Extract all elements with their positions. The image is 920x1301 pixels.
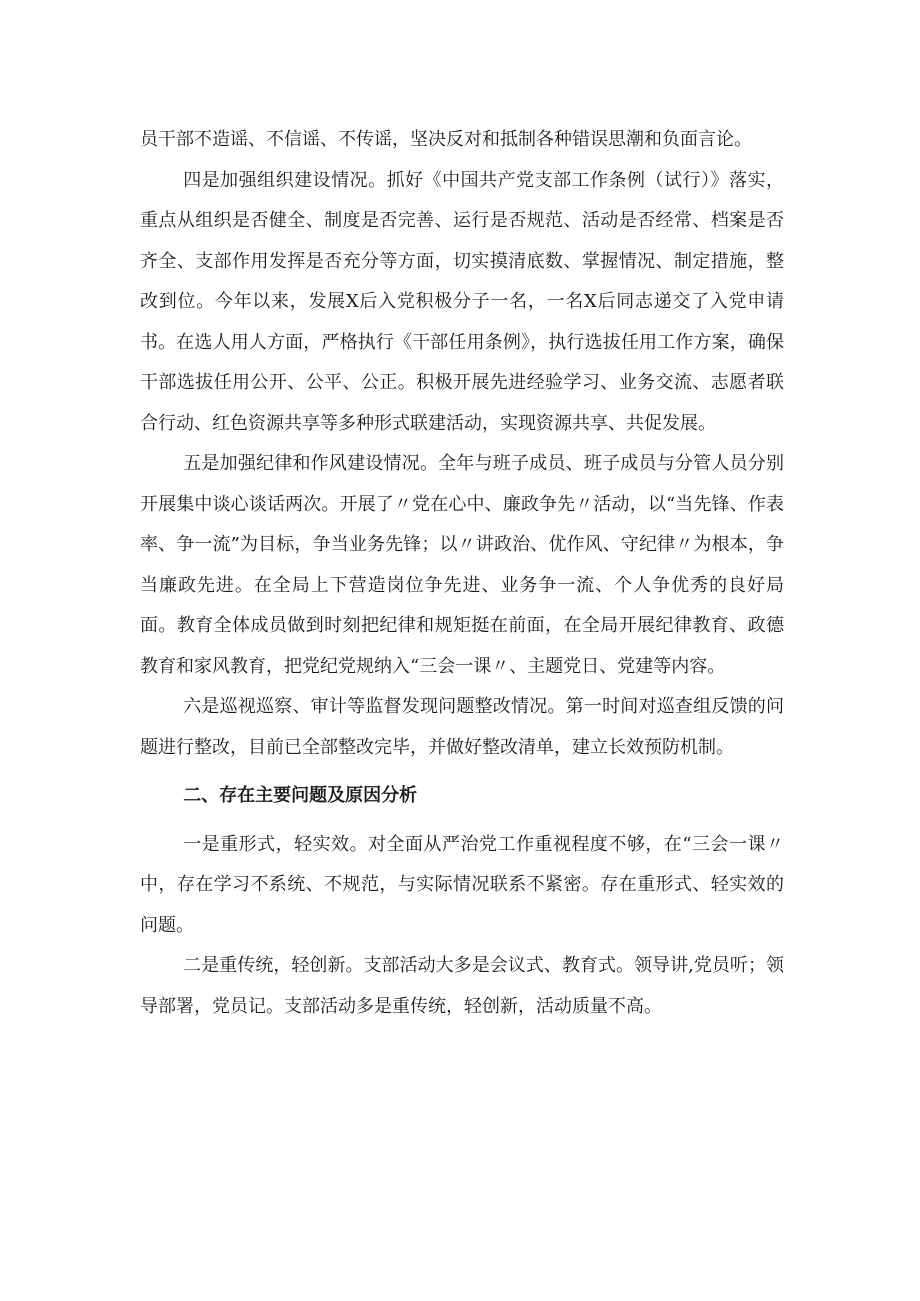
paragraph-discipline-style: 五是加强纪律和作风建设情况。全年与班子成员、班子成员与分管人员分别开展集中谈心谈话两次。开展了〃党在心中、廉政争先〃活动，以“当先锋、作表率、争一流”为目标，争当业务先锋；以〃讲政治、优作风、守纪律〃为根本，争当廉政先进。在全局上下营造岗位争先进、业务争一流、个人争优秀的良好局面。教育全体成员做到时刻把纪律和规矩挺在前面，在全局开展纪律教育、政德教育和家风教育，把党纪党规纳入“三会一课〃、主题党日、党建等内容。 — [140, 453, 784, 677]
paragraph-inspection-rectification: 六是巡视巡察、审计等监督发现问题整改情况。第一时间对巡查组反馈的问题进行整改，目前已全部整改完毕，并做好整改清单，建立长效预防机制。 — [140, 696, 784, 758]
paragraph-organization-building: 四是加强组织建设情况。抓好《中国共产党支部工作条例（试行）》落实，重点从组织是否健全、制度是否完善、运行是否规范、活动是否经常、档案是否齐全、支部作用发挥是否充分等方面，切实摸清底数、掌握情况、制定措施，整改到位。今年以来，发展X后入党积极分子一名，一名X后同志递交了入党申请书。在选人用人方面，严格执行《干部任用条例》，执行选拔任用工作方案，确保干部选拔任用公开、公平、公正。积极开展先进经验学习、业务交流、志愿者联合行动、红色资源共享等多种形式联建活动，实现资源共享、共促发展。 — [140, 169, 784, 434]
section-heading-problems: 二、存在主要问题及原因分析 — [183, 785, 418, 806]
paragraph-tradition-over-innovation: 二是重传统，轻创新。支部活动大多是会议式、教育式。领导讲,党员听；领导部署，党员记。支部活动多是重传统，轻创新，活动质量不高。 — [140, 955, 784, 1017]
paragraph-continuation: 员干部不造谣、不信谣、不传谣，坚决反对和抵制各种错误思潮和负面言论。 — [140, 129, 752, 150]
document-body — [140, 120, 784, 1027]
paragraph-form-over-substance: 一是重形式，轻实效。对全面从严治党工作重视程度不够，在“三会一课〃中，存在学习不系统、不规范，与实际情况联系不紧密。存在重形式、轻实效的问题。 — [140, 833, 784, 936]
